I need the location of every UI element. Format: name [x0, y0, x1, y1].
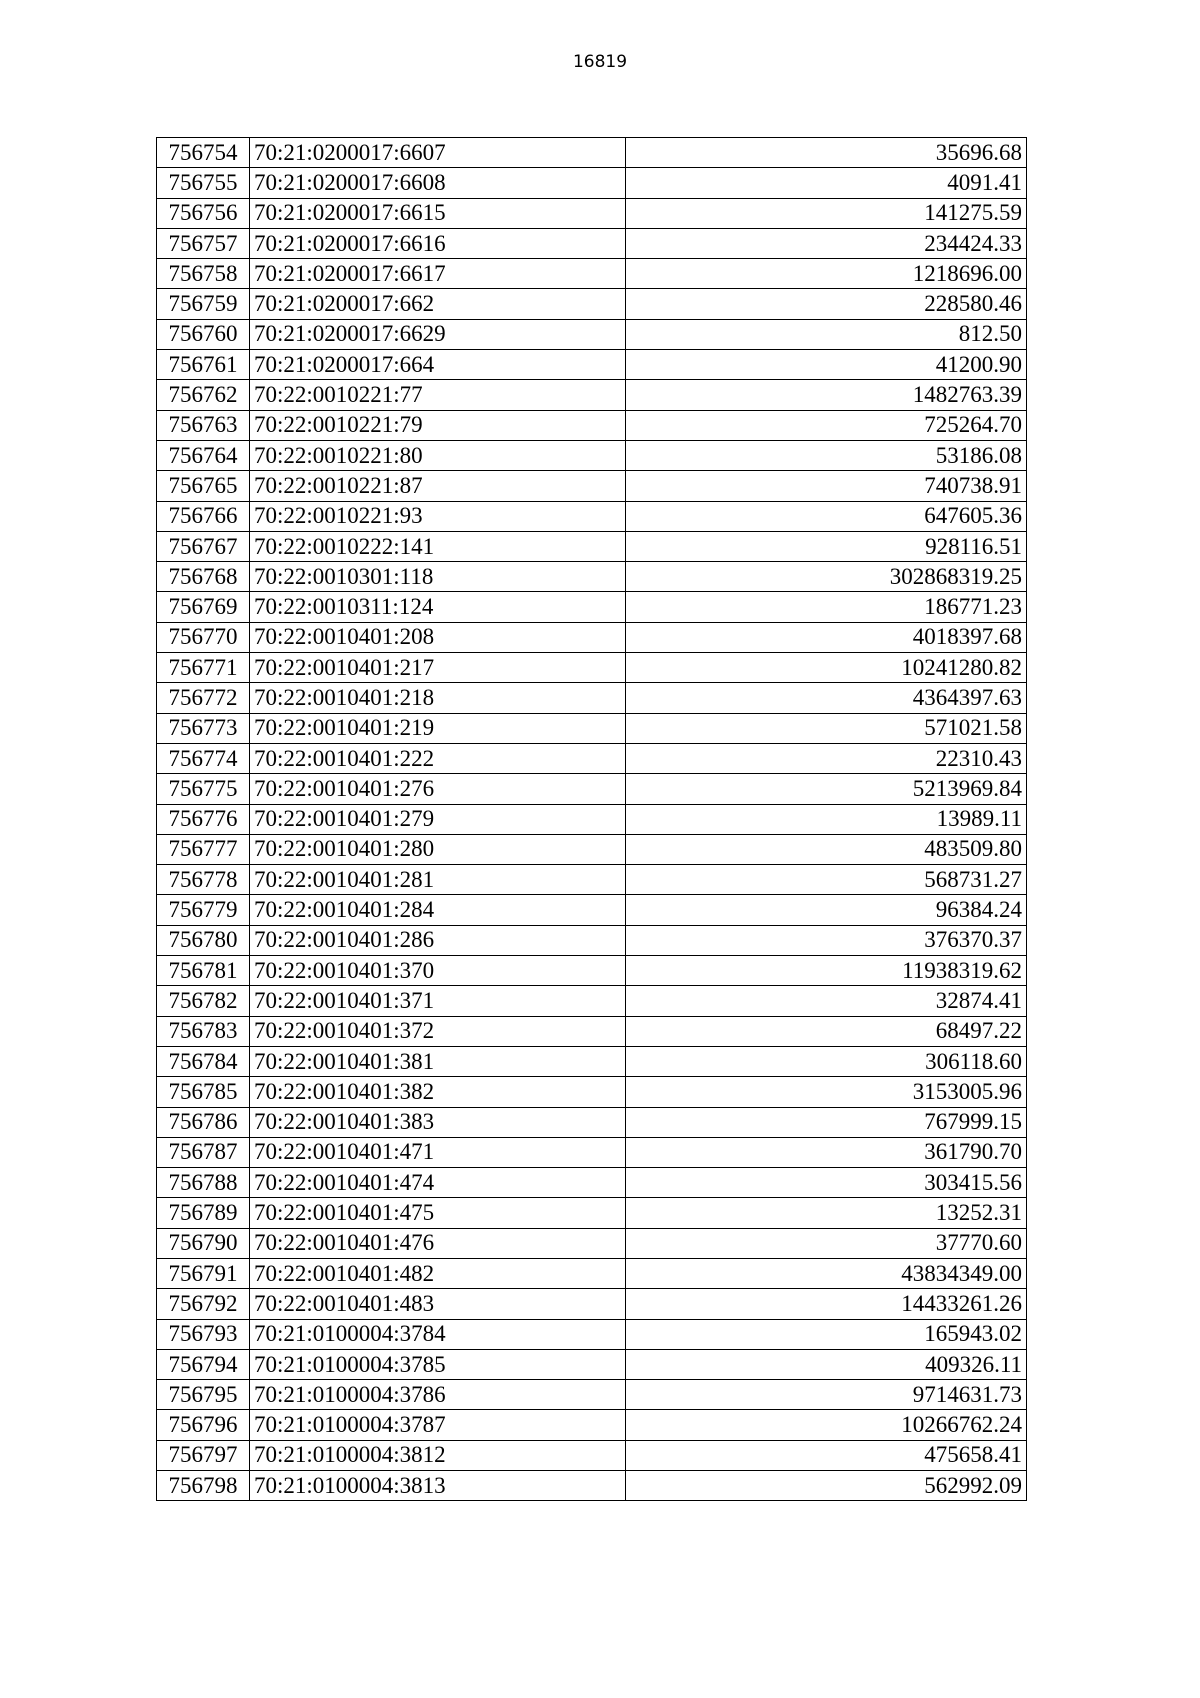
row-id-cell: 756781 — [157, 956, 250, 986]
value-cell: 483509.80 — [626, 834, 1027, 864]
value-cell: 3153005.96 — [626, 1077, 1027, 1107]
table-row — [157, 1077, 1027, 1107]
table-row — [157, 834, 1027, 864]
cadastral-number-cell: 70:22:0010401:222 — [250, 743, 626, 773]
row-id-cell: 756754 — [157, 138, 250, 168]
cadastral-number-cell: 70:21:0200017:6629 — [250, 319, 626, 349]
value-cell: 4018397.68 — [626, 622, 1027, 652]
value-cell: 41200.90 — [626, 350, 1027, 380]
row-id-cell: 756762 — [157, 380, 250, 410]
value-cell: 228580.46 — [626, 289, 1027, 319]
table-row — [157, 1319, 1027, 1349]
cadastral-number-cell: 70:22:0010401:281 — [250, 865, 626, 895]
value-cell: 165943.02 — [626, 1319, 1027, 1349]
row-id-cell: 756758 — [157, 259, 250, 289]
table-row — [157, 1289, 1027, 1319]
table-row — [157, 198, 1027, 228]
table-row — [157, 1198, 1027, 1228]
table-row — [157, 804, 1027, 834]
value-cell: 647605.36 — [626, 501, 1027, 531]
cadastral-number-cell: 70:22:0010401:483 — [250, 1289, 626, 1319]
table-row — [157, 774, 1027, 804]
cadastral-number-cell: 70:22:0010401:476 — [250, 1228, 626, 1258]
cadastral-number-cell: 70:21:0200017:6617 — [250, 259, 626, 289]
table-row — [157, 501, 1027, 531]
value-cell: 13252.31 — [626, 1198, 1027, 1228]
row-id-cell: 756766 — [157, 501, 250, 531]
table-row — [157, 138, 1027, 168]
table-row — [157, 350, 1027, 380]
table-row — [157, 1137, 1027, 1167]
row-id-cell: 756782 — [157, 986, 250, 1016]
row-id-cell: 756772 — [157, 683, 250, 713]
table-row — [157, 622, 1027, 652]
cadastral-number-cell: 70:22:0010222:141 — [250, 531, 626, 561]
value-cell: 11938319.62 — [626, 956, 1027, 986]
value-cell: 53186.08 — [626, 440, 1027, 470]
table-row — [157, 925, 1027, 955]
cadastral-number-cell: 70:22:0010401:382 — [250, 1077, 626, 1107]
cadastral-number-cell: 70:22:0010401:279 — [250, 804, 626, 834]
value-cell: 361790.70 — [626, 1137, 1027, 1167]
cadastral-number-cell: 70:22:0010401:383 — [250, 1107, 626, 1137]
value-cell: 812.50 — [626, 319, 1027, 349]
row-id-cell: 756778 — [157, 865, 250, 895]
table-row — [157, 653, 1027, 683]
table-row — [157, 259, 1027, 289]
cadastral-number-cell: 70:21:0100004:3813 — [250, 1471, 626, 1501]
value-cell: 68497.22 — [626, 1016, 1027, 1046]
value-cell: 409326.11 — [626, 1349, 1027, 1379]
value-cell: 4364397.63 — [626, 683, 1027, 713]
row-id-cell: 756764 — [157, 440, 250, 470]
cadastral-number-cell: 70:22:0010401:286 — [250, 925, 626, 955]
row-id-cell: 756757 — [157, 228, 250, 258]
cadastral-number-cell: 70:22:0010401:372 — [250, 1016, 626, 1046]
table-row — [157, 1046, 1027, 1076]
cadastral-number-cell: 70:22:0010311:124 — [250, 592, 626, 622]
value-cell: 376370.37 — [626, 925, 1027, 955]
row-id-cell: 756763 — [157, 410, 250, 440]
value-cell: 35696.68 — [626, 138, 1027, 168]
table-row — [157, 562, 1027, 592]
row-id-cell: 756788 — [157, 1168, 250, 1198]
row-id-cell: 756776 — [157, 804, 250, 834]
table-row — [157, 1410, 1027, 1440]
value-cell: 234424.33 — [626, 228, 1027, 258]
row-id-cell: 756774 — [157, 743, 250, 773]
value-cell: 96384.24 — [626, 895, 1027, 925]
row-id-cell: 756761 — [157, 350, 250, 380]
row-id-cell: 756784 — [157, 1046, 250, 1076]
table-row — [157, 986, 1027, 1016]
value-cell: 306118.60 — [626, 1046, 1027, 1076]
row-id-cell: 756765 — [157, 471, 250, 501]
row-id-cell: 756779 — [157, 895, 250, 925]
row-id-cell: 756769 — [157, 592, 250, 622]
cadastral-number-cell: 70:22:0010401:471 — [250, 1137, 626, 1167]
table-row — [157, 592, 1027, 622]
cadastral-number-cell: 70:22:0010221:93 — [250, 501, 626, 531]
cadastral-number-cell: 70:22:0010401:371 — [250, 986, 626, 1016]
row-id-cell: 756755 — [157, 168, 250, 198]
value-cell: 303415.56 — [626, 1168, 1027, 1198]
value-cell: 186771.23 — [626, 592, 1027, 622]
table-row — [157, 1471, 1027, 1501]
table-row — [157, 956, 1027, 986]
cadastral-number-cell: 70:21:0100004:3785 — [250, 1349, 626, 1379]
cadastral-number-cell: 70:21:0200017:6607 — [250, 138, 626, 168]
value-cell: 10241280.82 — [626, 653, 1027, 683]
cadastral-number-cell: 70:21:0100004:3784 — [250, 1319, 626, 1349]
row-id-cell: 756771 — [157, 653, 250, 683]
value-cell: 4091.41 — [626, 168, 1027, 198]
row-id-cell: 756797 — [157, 1440, 250, 1470]
table-row — [157, 380, 1027, 410]
table-row — [157, 289, 1027, 319]
cadastral-number-cell: 70:22:0010401:280 — [250, 834, 626, 864]
table-row — [157, 1258, 1027, 1288]
row-id-cell: 756793 — [157, 1319, 250, 1349]
value-cell: 740738.91 — [626, 471, 1027, 501]
value-cell: 562992.09 — [626, 1471, 1027, 1501]
value-cell: 141275.59 — [626, 198, 1027, 228]
value-cell: 37770.60 — [626, 1228, 1027, 1258]
row-id-cell: 756756 — [157, 198, 250, 228]
cadastral-number-cell: 70:21:0100004:3787 — [250, 1410, 626, 1440]
table-row — [157, 713, 1027, 743]
cadastral-number-cell: 70:22:0010401:474 — [250, 1168, 626, 1198]
table-row — [157, 1380, 1027, 1410]
table-row — [157, 1228, 1027, 1258]
cadastral-number-cell: 70:22:0010221:79 — [250, 410, 626, 440]
page-number: 16819 — [572, 52, 628, 72]
row-id-cell: 756785 — [157, 1077, 250, 1107]
cadastral-number-cell: 70:21:0200017:6608 — [250, 168, 626, 198]
cadastral-number-cell: 70:22:0010221:77 — [250, 380, 626, 410]
cadastral-number-cell: 70:21:0200017:664 — [250, 350, 626, 380]
cadastral-number-cell: 70:22:0010301:118 — [250, 562, 626, 592]
value-cell: 571021.58 — [626, 713, 1027, 743]
data-table — [156, 137, 1027, 1501]
row-id-cell: 756789 — [157, 1198, 250, 1228]
cadastral-number-cell: 70:22:0010401:219 — [250, 713, 626, 743]
cadastral-number-cell: 70:21:0200017:662 — [250, 289, 626, 319]
value-cell: 928116.51 — [626, 531, 1027, 561]
row-id-cell: 756760 — [157, 319, 250, 349]
cadastral-number-cell: 70:22:0010401:475 — [250, 1198, 626, 1228]
row-id-cell: 756783 — [157, 1016, 250, 1046]
table-row — [157, 865, 1027, 895]
table-row — [157, 1107, 1027, 1137]
row-id-cell: 756767 — [157, 531, 250, 561]
row-id-cell: 756787 — [157, 1137, 250, 1167]
value-cell: 14433261.26 — [626, 1289, 1027, 1319]
row-id-cell: 756796 — [157, 1410, 250, 1440]
value-cell: 43834349.00 — [626, 1258, 1027, 1288]
table-row — [157, 410, 1027, 440]
value-cell: 568731.27 — [626, 865, 1027, 895]
value-cell: 1218696.00 — [626, 259, 1027, 289]
cadastral-number-cell: 70:22:0010401:284 — [250, 895, 626, 925]
value-cell: 1482763.39 — [626, 380, 1027, 410]
table-row — [157, 1168, 1027, 1198]
value-cell: 767999.15 — [626, 1107, 1027, 1137]
cadastral-number-cell: 70:22:0010401:218 — [250, 683, 626, 713]
cadastral-number-cell: 70:21:0200017:6616 — [250, 228, 626, 258]
row-id-cell: 756780 — [157, 925, 250, 955]
table-row — [157, 228, 1027, 258]
row-id-cell: 756773 — [157, 713, 250, 743]
cadastral-number-cell: 70:22:0010401:217 — [250, 653, 626, 683]
value-cell: 13989.11 — [626, 804, 1027, 834]
cadastral-number-cell: 70:22:0010401:370 — [250, 956, 626, 986]
row-id-cell: 756770 — [157, 622, 250, 652]
table-row — [157, 168, 1027, 198]
value-cell: 32874.41 — [626, 986, 1027, 1016]
row-id-cell: 756791 — [157, 1258, 250, 1288]
cadastral-number-cell: 70:22:0010401:276 — [250, 774, 626, 804]
value-cell: 725264.70 — [626, 410, 1027, 440]
cadastral-number-cell: 70:22:0010401:381 — [250, 1046, 626, 1076]
table-row — [157, 895, 1027, 925]
row-id-cell: 756786 — [157, 1107, 250, 1137]
cadastral-number-cell: 70:21:0200017:6615 — [250, 198, 626, 228]
table-body — [157, 138, 1027, 1501]
cadastral-number-cell: 70:22:0010221:87 — [250, 471, 626, 501]
row-id-cell: 756792 — [157, 1289, 250, 1319]
row-id-cell: 756798 — [157, 1471, 250, 1501]
value-cell: 22310.43 — [626, 743, 1027, 773]
row-id-cell: 756794 — [157, 1349, 250, 1379]
value-cell: 475658.41 — [626, 1440, 1027, 1470]
cadastral-number-cell: 70:22:0010401:208 — [250, 622, 626, 652]
row-id-cell: 756795 — [157, 1380, 250, 1410]
table-row — [157, 743, 1027, 773]
row-id-cell: 756768 — [157, 562, 250, 592]
value-cell: 302868319.25 — [626, 562, 1027, 592]
row-id-cell: 756775 — [157, 774, 250, 804]
table-row — [157, 683, 1027, 713]
row-id-cell: 756790 — [157, 1228, 250, 1258]
table-row — [157, 471, 1027, 501]
value-cell: 9714631.73 — [626, 1380, 1027, 1410]
cadastral-number-cell: 70:21:0100004:3812 — [250, 1440, 626, 1470]
cadastral-number-cell: 70:22:0010401:482 — [250, 1258, 626, 1288]
cadastral-number-cell: 70:22:0010221:80 — [250, 440, 626, 470]
row-id-cell: 756759 — [157, 289, 250, 319]
table-row — [157, 1016, 1027, 1046]
row-id-cell: 756777 — [157, 834, 250, 864]
table-row — [157, 1349, 1027, 1379]
table-row — [157, 1440, 1027, 1470]
table-row — [157, 319, 1027, 349]
value-cell: 10266762.24 — [626, 1410, 1027, 1440]
table-row — [157, 440, 1027, 470]
value-cell: 5213969.84 — [626, 774, 1027, 804]
table-row — [157, 531, 1027, 561]
cadastral-number-cell: 70:21:0100004:3786 — [250, 1380, 626, 1410]
